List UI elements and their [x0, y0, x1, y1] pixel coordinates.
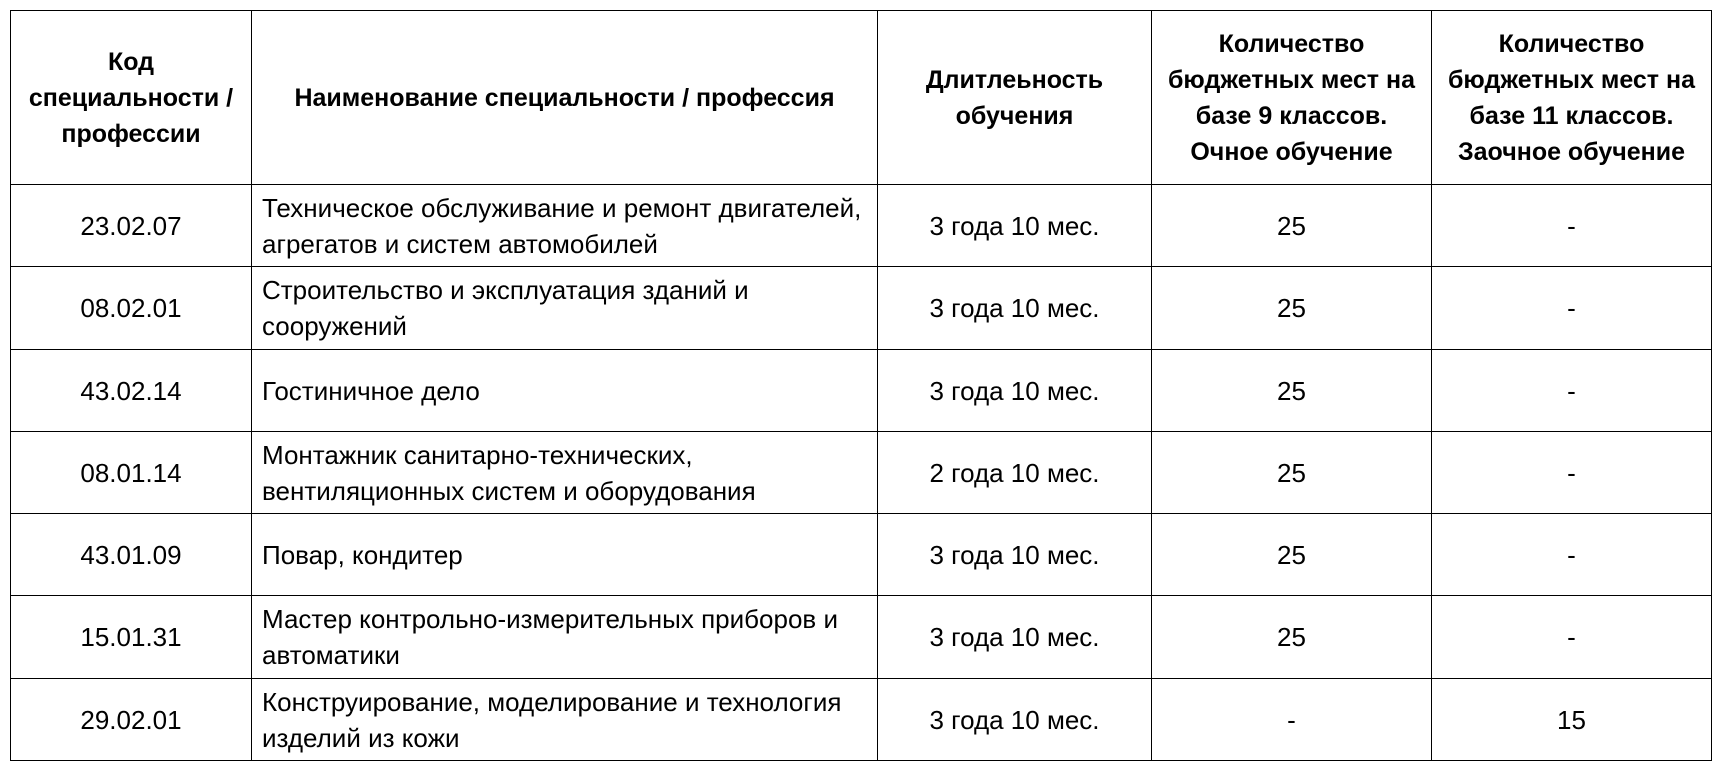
- header-name: Наименование специальности / профессия: [252, 11, 878, 185]
- cell-duration: 3 года 10 мес.: [878, 596, 1152, 679]
- table-row: [11, 185, 1712, 267]
- cell-code: 43.02.14: [11, 350, 252, 432]
- header-duration: Длитлеьность обучения: [878, 11, 1152, 185]
- cell-budget-11: -: [1432, 514, 1712, 596]
- cell-name: Гостиничное дело: [252, 350, 878, 432]
- cell-budget-11: -: [1432, 596, 1712, 679]
- cell-name: Повар, кондитер: [252, 514, 878, 596]
- cell-duration: 3 года 10 мес.: [878, 185, 1152, 267]
- cell-budget-11: -: [1432, 267, 1712, 350]
- table-header-row: [11, 11, 1712, 185]
- cell-code: 29.02.01: [11, 679, 252, 761]
- cell-budget-11: -: [1432, 185, 1712, 267]
- cell-duration: 2 года 10 мес.: [878, 432, 1152, 514]
- cell-budget-9: 25: [1152, 267, 1432, 350]
- table-row: [11, 596, 1712, 679]
- cell-duration: 3 года 10 мес.: [878, 267, 1152, 350]
- table-row: [11, 432, 1712, 514]
- cell-budget-9: 25: [1152, 350, 1432, 432]
- cell-name: Конструирование, моделирование и технология изделий из кожи: [252, 679, 878, 761]
- cell-code: 15.01.31: [11, 596, 252, 679]
- header-budget-11: Количество бюджетных мест на базе 11 классов. Заочное обучение: [1432, 11, 1712, 185]
- cell-duration: 3 года 10 мес.: [878, 350, 1152, 432]
- cell-budget-9: -: [1152, 679, 1432, 761]
- cell-budget-11: 15: [1432, 679, 1712, 761]
- cell-code: 23.02.07: [11, 185, 252, 267]
- cell-code: 43.01.09: [11, 514, 252, 596]
- cell-budget-9: 25: [1152, 514, 1432, 596]
- cell-name: Строительство и эксплуатация зданий и сооружений: [252, 267, 878, 350]
- cell-budget-9: 25: [1152, 432, 1432, 514]
- cell-code: 08.02.01: [11, 267, 252, 350]
- table-row: [11, 350, 1712, 432]
- cell-duration: 3 года 10 мес.: [878, 679, 1152, 761]
- cell-budget-11: -: [1432, 350, 1712, 432]
- cell-budget-11: -: [1432, 432, 1712, 514]
- cell-name: Монтажник санитарно-технических, вентиляционных систем и оборудования: [252, 432, 878, 514]
- cell-code: 08.01.14: [11, 432, 252, 514]
- table-row: [11, 267, 1712, 350]
- cell-budget-9: 25: [1152, 596, 1432, 679]
- admissions-table: [10, 10, 1712, 761]
- header-budget-9: Количество бюджетных мест на базе 9 классов. Очное обучение: [1152, 11, 1432, 185]
- cell-name: Техническое обслуживание и ремонт двигателей, агрегатов и систем автомобилей: [252, 185, 878, 267]
- cell-duration: 3 года 10 мес.: [878, 514, 1152, 596]
- cell-name: Мастер контрольно-измерительных приборов и автоматики: [252, 596, 878, 679]
- table-row: [11, 514, 1712, 596]
- header-code: Код специальности / профессии: [11, 11, 252, 185]
- table-row: [11, 679, 1712, 761]
- cell-budget-9: 25: [1152, 185, 1432, 267]
